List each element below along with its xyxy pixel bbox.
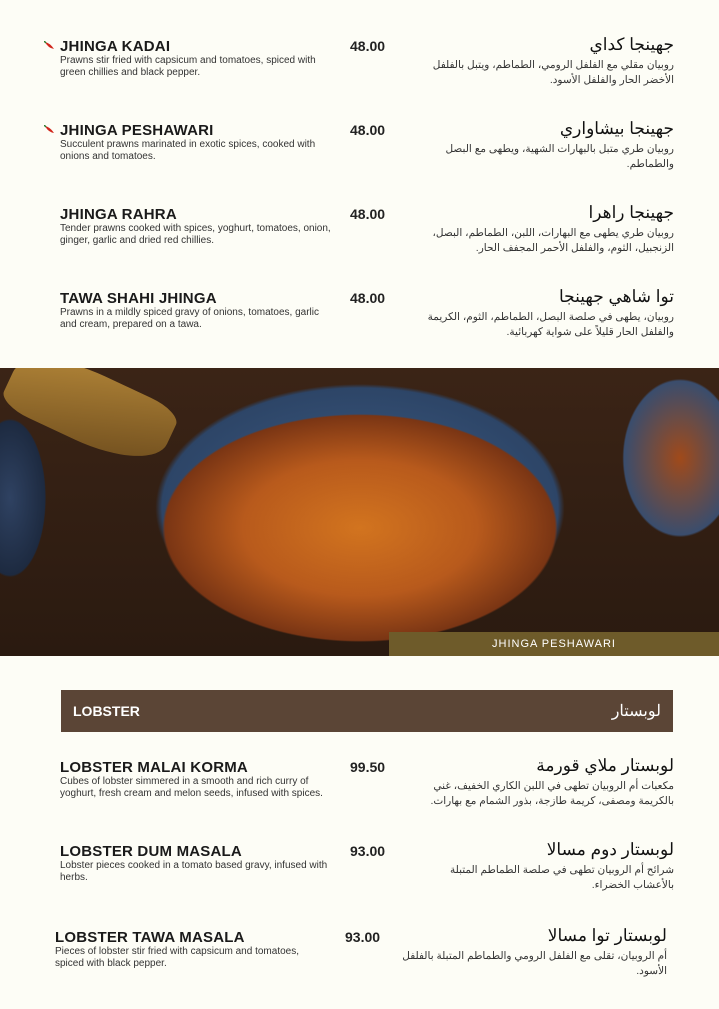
- dish-photo: [0, 368, 719, 656]
- item-name-arabic: لوبستار ملاي قورمة: [536, 756, 674, 775]
- menu-item: [60, 840, 674, 923]
- menu-item: [55, 926, 667, 1009]
- item-name: JHINGA PESHAWARI: [60, 122, 214, 139]
- chili-spicy-icon: [44, 125, 55, 134]
- photo-caption: JHINGA PESHAWARI: [389, 632, 719, 656]
- item-description: Pieces of lobster stir fried with capsicum and tomatoes, spiced with black pepper.: [55, 946, 299, 969]
- menu-item: [60, 287, 674, 370]
- item-description: Prawns in a mildly spiced gravy of onions, tomatoes, garlic and cream, prepared on a tawa.: [60, 307, 320, 330]
- item-price: 48.00: [350, 206, 386, 222]
- item-name: LOBSTER MALAI KORMA: [60, 759, 248, 776]
- item-description: Tender prawns cooked with spices, yoghurt, tomatoes, onion, ginger, garlic and dried red chillies.: [60, 223, 331, 246]
- item-name: JHINGA RAHRA: [60, 206, 177, 223]
- item-name-arabic: جهينجا بيشاواري: [559, 119, 674, 138]
- item-name: LOBSTER DUM MASALA: [60, 843, 242, 860]
- item-name-arabic: جهينجا راهرا: [588, 203, 674, 222]
- item-description-arabic: روبيان طري متبل بالبهارات الشهية، ويطهى مع البصل والطماطم.: [445, 143, 674, 170]
- item-name-arabic: لوبستار دوم مسالا: [546, 840, 674, 859]
- item-name-arabic: جهينجا كداي: [589, 35, 674, 54]
- wooden-spoon: [0, 368, 182, 476]
- item-description: Prawns stir fried with capsicum and tomatoes, spiced with green chillies and black pepper.: [60, 55, 316, 78]
- item-name-arabic: لوبستار توا مسالا: [547, 926, 667, 945]
- item-price: 48.00: [350, 290, 386, 306]
- item-description-arabic: مكعبات أم الروبيان تطهى في اللبن الكاري الخفيف، غني بالكريمة ومصفى، كريمة طازجة، بذور الشمام مع بهارات.: [430, 780, 674, 807]
- item-description: Lobster pieces cooked in a tomato based gravy, infused with herbs.: [60, 860, 328, 883]
- item-description-arabic: روبيان، يطهى في صلصة البصل، الطماطم، الثوم، الكريمة والفلفل الحار قليلاً على شواية كهربائية.: [427, 311, 674, 338]
- item-price: 48.00: [350, 122, 386, 138]
- section-title-arabic: لوبستار: [611, 703, 661, 720]
- item-price: 99.50: [350, 759, 386, 775]
- item-description-arabic: روبيان طري يطهى مع البهارات، اللبن، الطماطم، البصل، الزنجبيل، الثوم، والفلفل الأحمر المجفف الحار.: [432, 227, 674, 254]
- item-name-arabic: توا شاهي جهينجا: [559, 287, 674, 306]
- item-description: Cubes of lobster simmered in a smooth and rich curry of yoghurt, fresh cream and melon seeds, infused with spices.: [60, 776, 323, 799]
- section-title: LOBSTER: [73, 703, 140, 719]
- item-name: TAWA SHAHI JHINGA: [60, 290, 217, 307]
- menu-item: [60, 35, 674, 118]
- item-price: 93.00: [350, 843, 386, 859]
- item-description-arabic: شرائح أم الروبيان تطهى في صلصة الطماطم المتبلة بالأعشاب الخضراء.: [449, 864, 674, 891]
- item-name: JHINGA KADAI: [60, 38, 171, 55]
- item-description-arabic: روبيان مقلي مع الفلفل الرومي، الطماطم، ويتبل بالفلفل الأخضر الحار والفلفل الأسود.: [432, 59, 674, 86]
- item-name: LOBSTER TAWA MASALA: [55, 929, 245, 946]
- menu-item: [60, 119, 674, 202]
- menu-item: [60, 756, 674, 839]
- item-price: 48.00: [350, 38, 386, 54]
- item-price: 93.00: [345, 929, 381, 945]
- item-description-arabic: أم الروبيان، تقلى مع الفلفل الرومي والطماطم المتبلة بالفلفل الأسود.: [402, 950, 667, 977]
- chili-spicy-icon: [44, 41, 55, 50]
- section-header-lobster: [61, 690, 673, 732]
- item-description: Succulent prawns marinated in exotic spices, cooked with onions and tomatoes.: [60, 139, 316, 162]
- menu-item: [60, 203, 674, 286]
